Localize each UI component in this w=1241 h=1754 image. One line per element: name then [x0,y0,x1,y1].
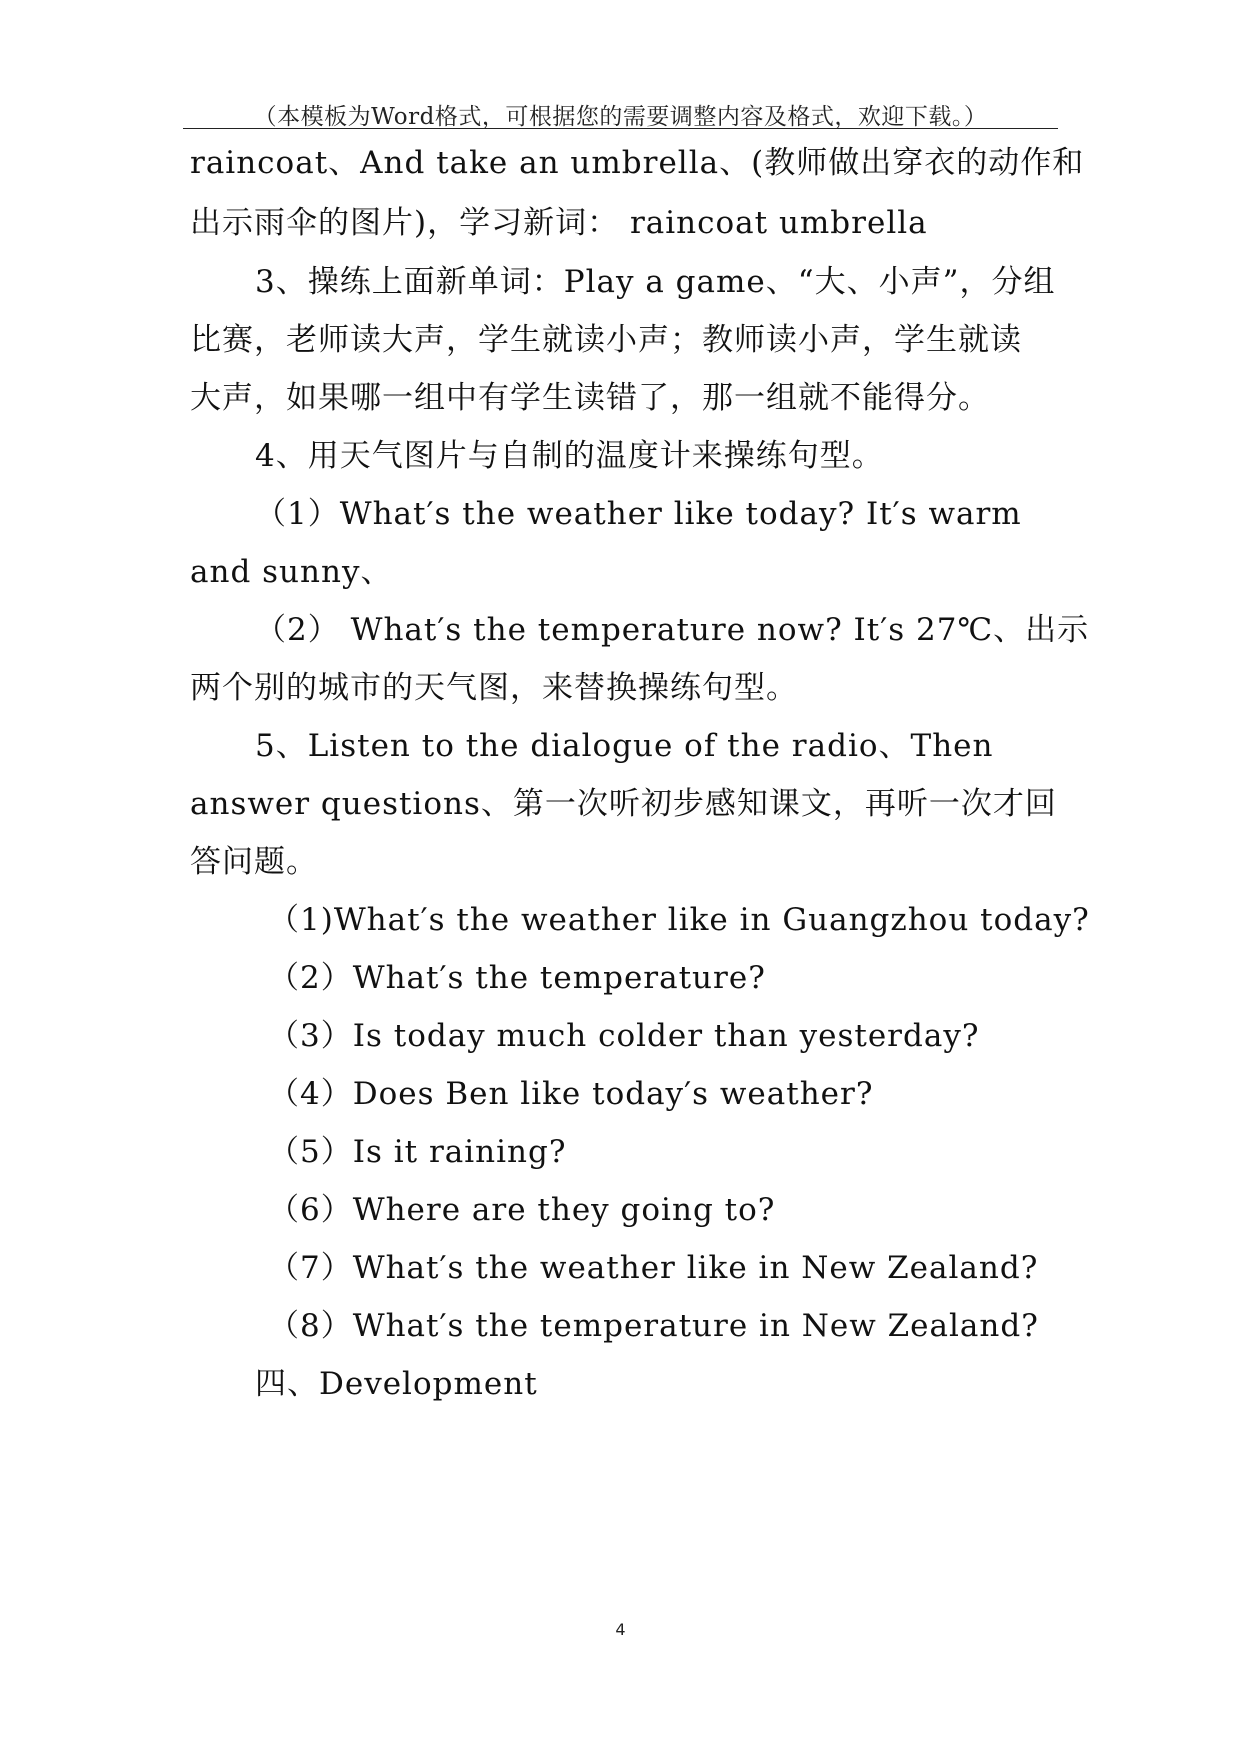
body-line: raincoat、And take an umbrella、(教师做出穿衣的动作和 [190,145,1085,181]
question-item: （6）Where are they going to? [268,1192,776,1228]
question-item: （2）What′s the temperature? [268,960,766,996]
question-item: （3）Is today much colder than yesterday? [268,1018,980,1054]
body-line: （2） What′s the temperature now? It′s 27℃、出示 [255,612,1090,648]
question-item: （4）Does Ben like today′s weather? [268,1076,874,1112]
body-line: 两个别的城市的天气图，来替换操练句型。 [190,670,798,706]
body-line: （1）What′s the weather like today? It′s warm [255,496,1022,532]
question-item: （1)What′s the weather like in Guangzhou today? [268,902,1090,938]
question-item: （7）What′s the weather like in New Zealand? [268,1250,1039,1286]
body-line: 出示雨伞的图片)，学习新词： raincoat umbrella [190,205,928,241]
body-line: 答问题。 [190,844,318,880]
question-item: （5）Is it raining? [268,1134,567,1170]
body-line: 4、用天气图片与自制的温度计来操练句型。 [255,438,884,474]
question-item: （8）What′s the temperature in New Zealand? [268,1308,1039,1344]
body-line: 比赛，老师读大声，学生就读小声；教师读小声，学生就读 [190,322,1022,358]
page-number: 4 [615,1620,626,1639]
body-line: 大声，如果哪一组中有学生读错了，那一组就不能得分。 [190,380,990,416]
body-line: 5、Listen to the dialogue of the radio、Then [255,728,994,764]
body-line: answer questions、第一次听初步感知课文，再听一次才回 [190,786,1057,822]
page-header: （本模板为Word格式，可根据您的需要调整内容及格式，欢迎下载。） [253,104,988,130]
body-line: 3、操练上面新单词：Play a game、“大、小声”，分组 [255,264,1056,300]
header-divider [183,128,1058,129]
section-heading: 四、Development [255,1366,538,1402]
body-line: and sunny、 [190,554,393,590]
